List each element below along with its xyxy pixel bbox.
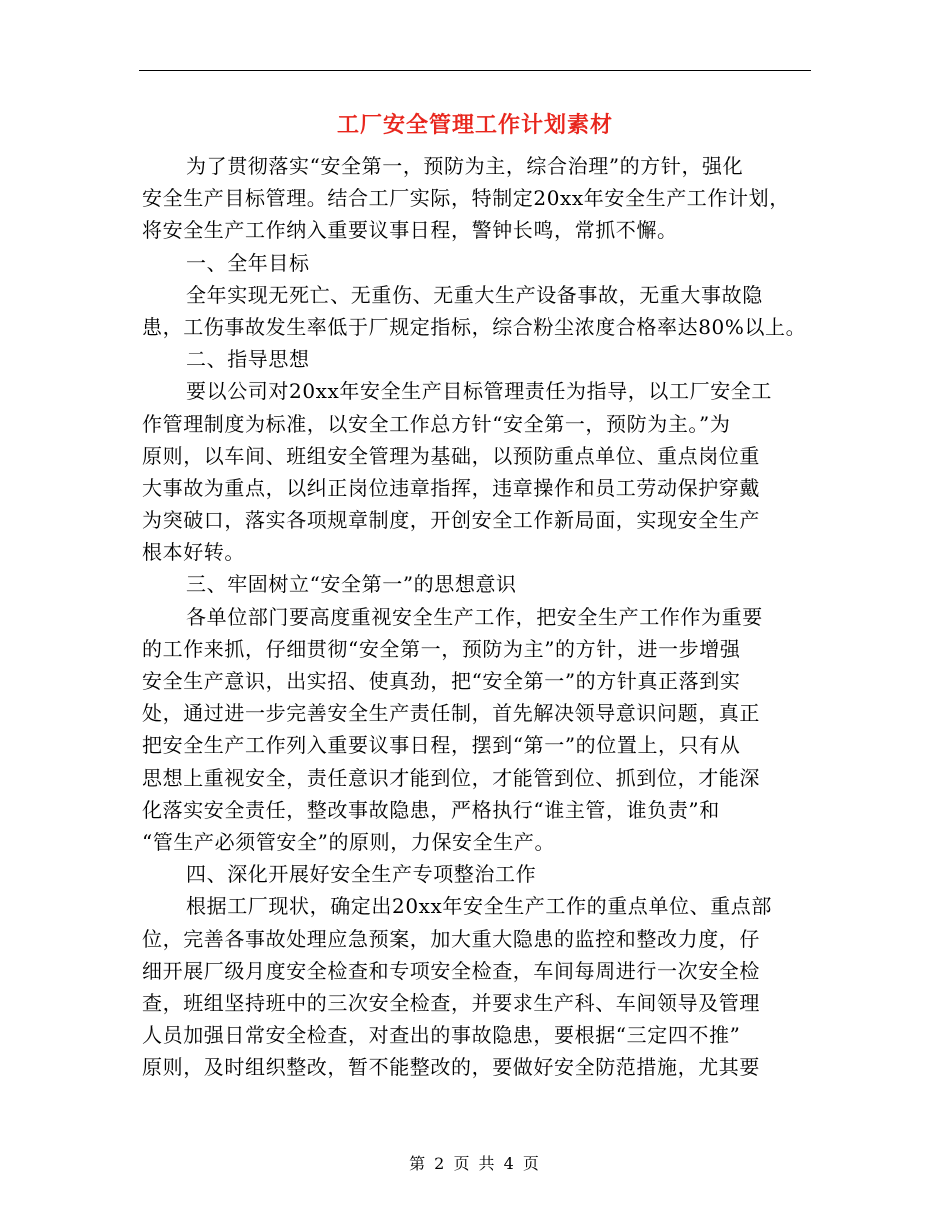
body-line: 查，班组坚持班中的三次安全检查，并要求生产科、车间领导及管理 — [142, 990, 760, 1015]
body-line: 四、深化开展好安全生产专项整治工作 — [186, 862, 537, 887]
document-title: 工厂安全管理工作计划素材 — [336, 112, 613, 138]
body-line: 为了贯彻落实“安全第一，预防为主，综合治理”的方针，强化 — [186, 154, 744, 178]
body-line: 把安全生产工作列入重要议事日程，摆到“第一”的位置上，只有从 — [142, 733, 741, 758]
body-line: 化落实安全责任，整改事故隐患，严格执行“谁主管，谁负责”和 — [142, 797, 720, 822]
body-line: 三、牢固树立“安全第一”的思想意识 — [186, 572, 517, 597]
body-line: 人员加强日常安全检查，对查出的事故隐患，要根据“三定四不推” — [142, 1023, 741, 1048]
body-line: 各单位部门要高度重视安全生产工作，把安全生产工作作为重要 — [186, 604, 763, 629]
body-line: 大事故为重点，以纠正岗位违章指挥，违章操作和员工劳动保护穿戴 — [142, 475, 760, 500]
header-rule — [139, 70, 811, 71]
body-line: 作管理制度为标准，以安全工作总方针“安全第一，预防为主。”为 — [142, 411, 731, 436]
body-line: “管生产必须管安全”的原则，力保安全生产。 — [142, 829, 556, 854]
body-line: 根据工厂现状，确定出20xx年安全生产工作的重点单位、重点部 — [186, 894, 773, 919]
body-line: 根本好转。 — [142, 540, 245, 565]
page-number: 第 2 页 共 4 页 — [409, 1154, 541, 1173]
body-line: 细开展厂级月度安全检查和专项安全检查，车间每周进行一次安全检 — [142, 958, 760, 983]
body-line: 原则，及时组织整改，暂不能整改的，要做好安全防范措施，尤其要 — [142, 1055, 760, 1080]
body-line: 要以公司对20xx年安全生产目标管理责任为指导，以工厂安全工 — [186, 379, 773, 404]
body-line: 二、指导思想 — [186, 347, 310, 372]
body-line: 思想上重视安全，责任意识才能到位，才能管到位、抓到位，才能深 — [142, 765, 760, 790]
body-line: 将安全生产工作纳入重要议事日程，警钟长鸣，常抓不懈。 — [142, 218, 678, 243]
body-line: 患，工伤事故发生率低于厂规定指标，综合粉尘浓度合格率达80%以上。 — [142, 314, 807, 339]
body-line: 安全生产意识，出实招、使真劲，把“安全第一”的方针真正落到实 — [142, 669, 741, 693]
body-line: 全年实现无死亡、无重伤、无重大生产设备事故，无重大事故隐 — [186, 282, 763, 307]
body-line: 安全生产目标管理。结合工厂实际，特制定20xx年安全生产工作计划， — [142, 186, 790, 211]
body-line: 为突破口，落实各项规章制度，开创安全工作新局面，实现安全生产 — [142, 508, 760, 533]
body-line: 的工作来抓，仔细贯彻“安全第一，预防为主”的方针，进一步增强 — [142, 636, 741, 661]
document-body — [142, 150, 822, 1083]
body-line: 原则，以车间、班组安全管理为基础，以预防重点单位、重点岗位重 — [142, 443, 760, 468]
body-line: 处，通过进一步完善安全生产责任制，首先解决领导意识问题，真正 — [142, 701, 760, 726]
body-line: 一、全年目标 — [186, 250, 310, 275]
body-line: 位，完善各事故处理应急预案，加大重大隐患的监控和整改力度，仔 — [142, 926, 760, 951]
